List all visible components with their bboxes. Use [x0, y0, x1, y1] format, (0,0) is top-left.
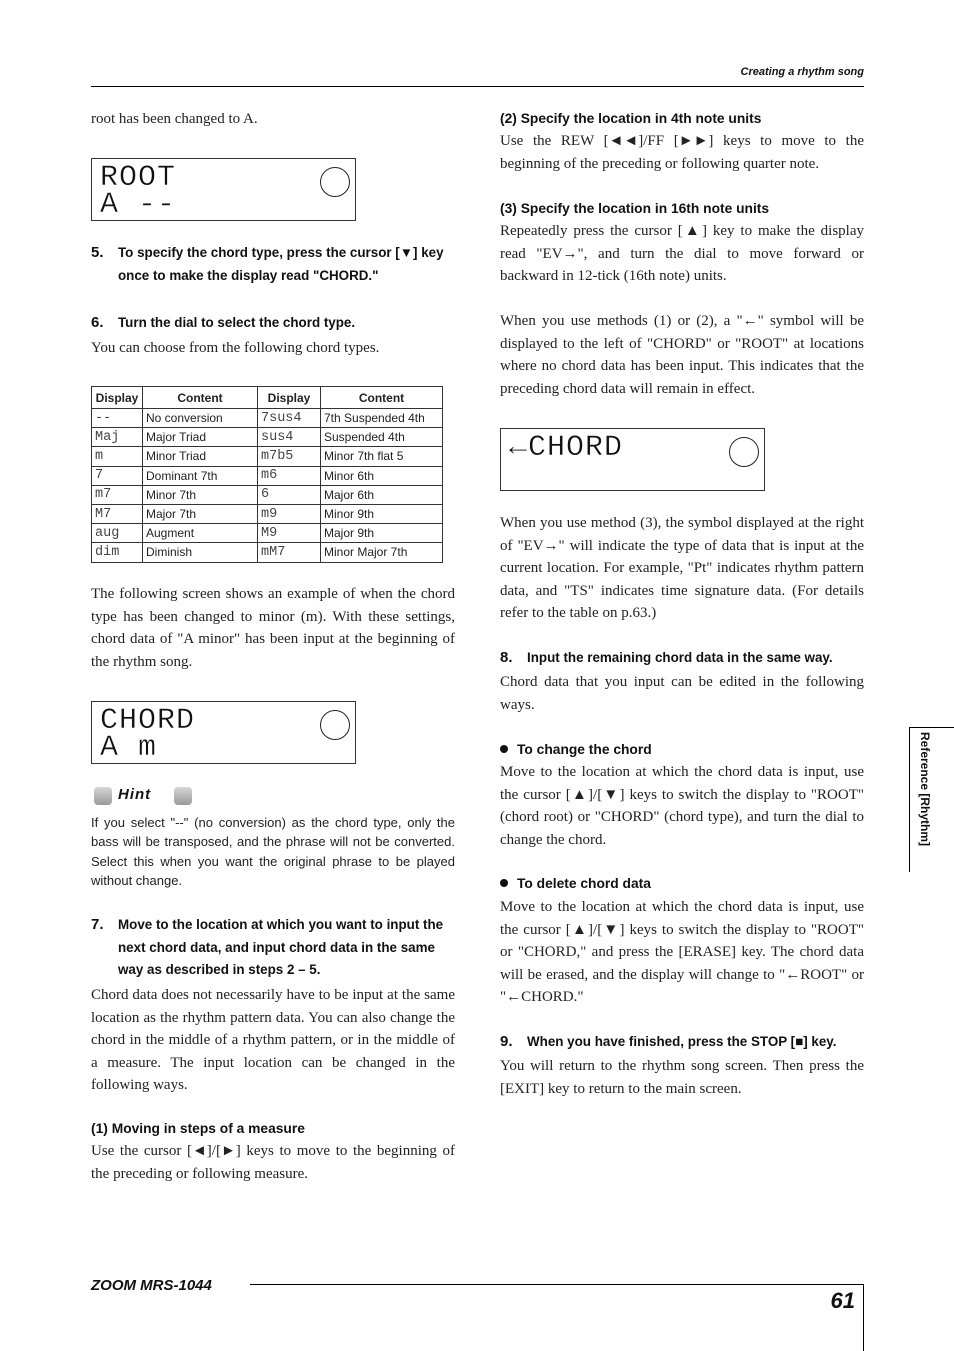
bullet-icon — [500, 879, 508, 887]
footer-vertical-rule — [863, 1284, 864, 1351]
arrow-symbol-text: When you use methods (1) or (2), a "←" symbol will be displayed to the left of "CHORD" or "ROOT" at locations where no chord data has been input. This indicates that the preceding chord data will remain in effect. — [500, 313, 864, 397]
lcd-display-chord — [91, 701, 356, 764]
step-number: 7. — [91, 916, 104, 933]
lcd-line-1: CHORD — [100, 704, 196, 738]
table-header: Display — [258, 387, 321, 409]
table-row — [92, 504, 443, 523]
header-rule — [91, 86, 864, 87]
method-3-text: When you use method (3), the symbol displayed at the right of "EV→" will indicate the type of data that is input at the current location. For example, "Pt" indicates rhythm pattern data, and "TS" indicates time signature data. (For details refer to the table on p.63.) — [500, 515, 864, 622]
lcd-line-1: ←CHORD — [509, 431, 624, 465]
step-8-body: Chord data that you input can be edited in the following ways. — [500, 674, 864, 713]
change-chord-body: Move to the location at which the chord data is input, use the cursor [▲]/[▼] keys to switch the display to "ROOT" (chord root) or "CHORD" (chord type), and turn the dial to change the chord. — [500, 764, 864, 848]
content-cell: Diminish — [143, 543, 258, 562]
hint-square-icon — [174, 787, 192, 805]
display-cell: m6 — [258, 466, 321, 485]
content-cell: Suspended 4th — [321, 428, 443, 447]
content-cell: 7th Suspended 4th — [321, 409, 443, 428]
table-row — [92, 428, 443, 447]
display-cell: m — [92, 447, 143, 466]
example-text: The following screen shows an example of when the chord type has been changed to minor (m). With these settings, chord data of "A minor" has been input at the beginning of the rhythm song. — [91, 586, 455, 670]
lcd-line-2: A -- — [100, 188, 177, 222]
content-cell: Major 9th — [321, 524, 443, 543]
intro-text: root has been changed to A. — [91, 111, 258, 127]
content-cell: Minor 9th — [321, 504, 443, 523]
table-row — [92, 524, 443, 543]
display-cell: M7 — [92, 504, 143, 523]
display-cell: 7 — [92, 466, 143, 485]
step-number: 6. — [91, 314, 104, 331]
step-number: 8. — [500, 649, 513, 666]
lcd-line-2: A m — [100, 731, 158, 765]
step-number: 9. — [500, 1033, 513, 1050]
table-header: Display — [92, 387, 143, 409]
method-1-title: (1) Moving in steps of a measure — [91, 1121, 305, 1136]
page-number: 61 — [830, 1288, 855, 1313]
display-cell: sus4 — [258, 428, 321, 447]
content-cell: No conversion — [143, 409, 258, 428]
lcd-display-root — [91, 158, 356, 221]
step-text: When you have finished, press the STOP [■] key. — [527, 1034, 837, 1049]
hint-label: Hint — [118, 786, 152, 803]
content-cell: Augment — [143, 524, 258, 543]
running-header: Creating a rhythm song — [740, 66, 864, 78]
method-2-body: Use the REW [◄◄]/FF [►►] keys to move to the beginning of the preceding or following quarter note. — [500, 133, 864, 172]
table-row — [92, 447, 443, 466]
change-chord-heading — [500, 741, 864, 759]
step-text: Turn the dial to select the chord type. — [118, 315, 356, 330]
display-cell: M9 — [258, 524, 321, 543]
content-cell: Minor 7th flat 5 — [321, 447, 443, 466]
bullet-icon — [500, 745, 508, 753]
delete-chord-body: Move to the location at which the chord data is input, use the cursor [▲]/[▼] keys to switch the display to "ROOT" or "CHORD," and press the [ERASE] key. The chord data will be erased, and the display will change to "←ROOT" or "←CHORD." — [500, 899, 864, 1006]
method-3-title: (3) Specify the location in 16th note units — [500, 201, 770, 216]
step-text: To specify the chord type, press the cursor [▼] key once to make the display read "CHORD." — [118, 245, 444, 283]
method-1-body: Use the cursor [◄]/[►] keys to move to the beginning of the preceding or following measure. — [91, 1143, 455, 1182]
display-cell: Maj — [92, 428, 143, 447]
content-cell: Minor Triad — [143, 447, 258, 466]
dial-icon — [320, 167, 350, 197]
lcd-display-arrow-chord — [500, 428, 765, 491]
change-chord-title: To change the chord — [517, 742, 652, 757]
side-tab-label: Reference [Rhythm] — [918, 732, 932, 847]
content-cell: Dominant 7th — [143, 466, 258, 485]
content-cell: Major 7th — [143, 504, 258, 523]
dial-icon — [729, 437, 759, 467]
method-3-body: Repeatedly press the cursor [▲] key to make the display read "EV→", and turn the dial to move forward or backward in 12-tick (16th note) units. — [500, 223, 864, 285]
step-number: 5. — [91, 244, 104, 261]
hint-square-icon — [94, 787, 112, 805]
table-row — [92, 543, 443, 562]
display-cell: m7b5 — [258, 447, 321, 466]
table-header: Content — [321, 387, 443, 409]
display-cell: m9 — [258, 504, 321, 523]
hint-text: If you select "--" (no conversion) as the chord type, only the bass will be transposed, and the phrase will not be converted. Select this when you want the original phrase to be played without change. — [91, 815, 455, 888]
content-cell: Minor Major 7th — [321, 543, 443, 562]
step-7 — [91, 914, 455, 982]
table-header: Content — [143, 387, 258, 409]
step-9-body: You will return to the rhythm song screen. Then press the [EXIT] key to return to the main screen. — [500, 1058, 864, 1097]
delete-chord-title: To delete chord data — [517, 876, 651, 891]
display-cell: mM7 — [258, 543, 321, 562]
table-header-row — [92, 387, 443, 409]
choose-text: You can choose from the following chord types. — [91, 340, 380, 356]
display-cell: 7sus4 — [258, 409, 321, 428]
lcd-line-1: ROOT — [100, 161, 177, 195]
display-cell: -- — [92, 409, 143, 428]
footer-brand: ZOOM MRS-1044 — [91, 1277, 212, 1294]
step-7-body: Chord data does not necessarily have to be input at the same location as the rhythm pattern data. You can also change the chord in the middle of a rhythm pattern, or in the middle of a measure. The input location can be changed in the following ways. — [91, 987, 455, 1094]
method-2-title: (2) Specify the location in 4th note units — [500, 111, 762, 126]
step-text: Move to the location at which you want to input the next chord data, and input chord data in the same way as described in steps 2 – 5. — [118, 917, 444, 978]
footer-rule — [250, 1284, 864, 1285]
chord-type-table — [91, 386, 443, 563]
step-6 — [91, 312, 455, 335]
table-row — [92, 466, 443, 485]
step-9 — [500, 1031, 864, 1054]
display-cell: aug — [92, 524, 143, 543]
step-5 — [91, 242, 455, 287]
delete-chord-heading — [500, 875, 864, 893]
step-8 — [500, 647, 864, 670]
section-side-tab — [909, 727, 954, 872]
content-cell: Major Triad — [143, 428, 258, 447]
display-cell: dim — [92, 543, 143, 562]
content-cell: Minor 7th — [143, 485, 258, 504]
display-cell: m7 — [92, 485, 143, 504]
step-text: Input the remaining chord data in the same way. — [527, 650, 833, 665]
table-row — [92, 485, 443, 504]
display-cell: 6 — [258, 485, 321, 504]
dial-icon — [320, 710, 350, 740]
content-cell: Minor 6th — [321, 466, 443, 485]
content-cell: Major 6th — [321, 485, 443, 504]
table-row — [92, 409, 443, 428]
